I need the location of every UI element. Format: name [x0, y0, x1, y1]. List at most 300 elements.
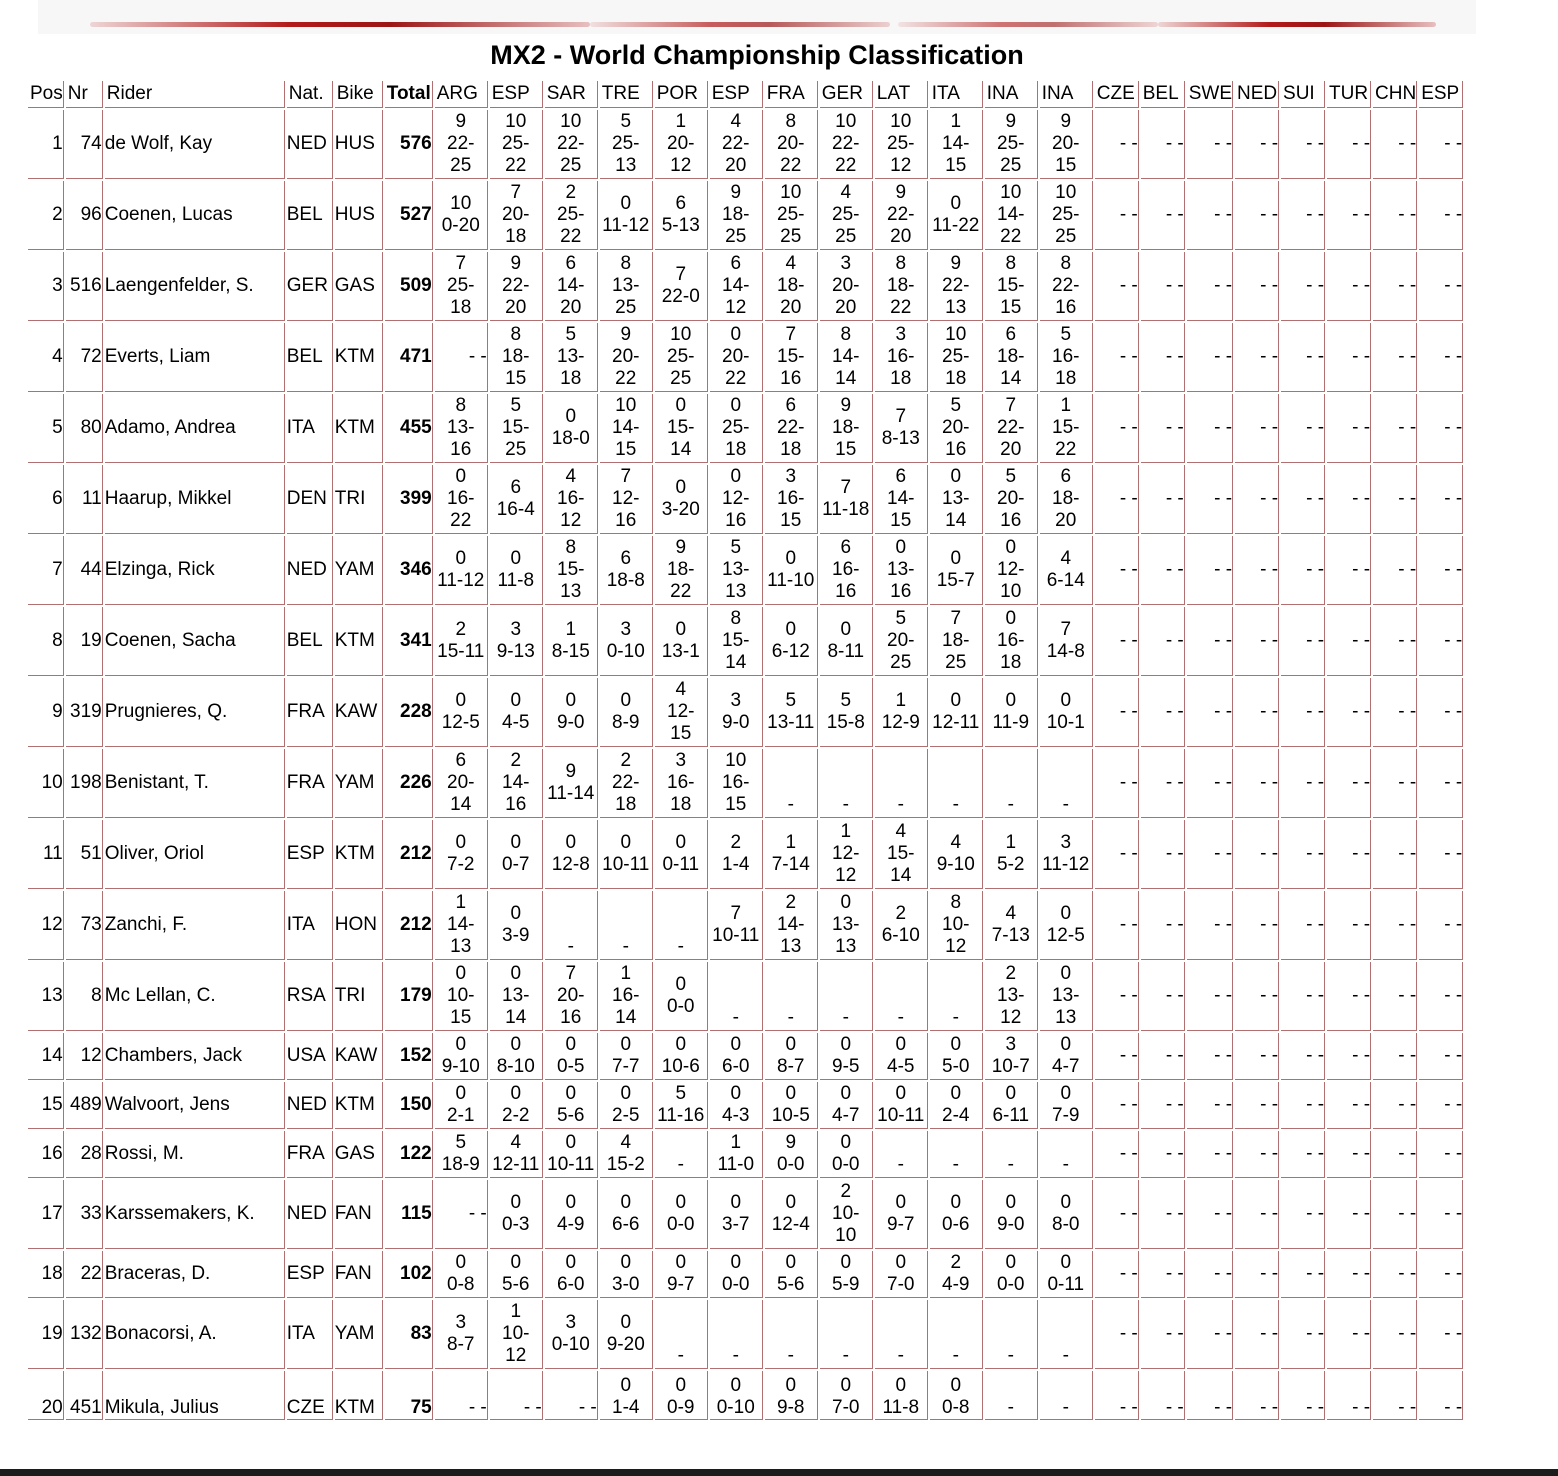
cell-round-result: - - — [1141, 607, 1185, 676]
cell-round-result: 0 11-8 — [490, 536, 543, 605]
cell-round-result: 10 25- 25 — [655, 323, 708, 392]
cell-round-result: - - — [1141, 394, 1185, 463]
cell-nr: 22 — [66, 1251, 103, 1298]
cell-round-result: - - — [435, 1371, 488, 1420]
cell-round-result: - - — [545, 1371, 598, 1420]
cell-round-result: - - — [1419, 607, 1463, 676]
header-round: SUI — [1281, 81, 1325, 108]
cell-round-result: 0 9-5 — [820, 1033, 873, 1080]
cell-round-result: 2 4-9 — [930, 1251, 983, 1298]
cell-round-result: 8 20- 22 — [765, 110, 818, 179]
cell-bike: FAN — [335, 1251, 383, 1298]
cell-pos: 13 — [28, 962, 64, 1031]
cell-round-result: 0 12- 16 — [710, 465, 763, 534]
header-nat: Nat. — [287, 81, 333, 108]
cell-round-result: - - — [1095, 749, 1139, 818]
cell-round-result: - - — [1281, 394, 1325, 463]
cell-round-result: 6 14- 15 — [875, 465, 928, 534]
cell-round-result: - - — [1095, 252, 1139, 321]
cell-round-result: 0 7-7 — [600, 1033, 653, 1080]
cell-nr: 74 — [66, 110, 103, 179]
cell-pos: 3 — [28, 252, 64, 321]
cell-round-result: 0 11-12 — [600, 181, 653, 250]
header-round: POR — [655, 81, 708, 108]
cell-round-result: 8 13- 25 — [600, 252, 653, 321]
cell-round-result: 0 3-7 — [710, 1180, 763, 1249]
cell-round-result: - - — [1373, 465, 1417, 534]
page-title: MX2 - World Championship Classification — [490, 40, 1024, 70]
cell-round-result: - - — [1419, 394, 1463, 463]
cell-rider: Mc Lellan, C. — [105, 962, 285, 1031]
cell-bike: KTM — [335, 394, 383, 463]
cell-round-result: - - — [1373, 749, 1417, 818]
cell-round-result: 5 20- 16 — [985, 465, 1038, 534]
cell-round-result: - - — [1141, 678, 1185, 747]
cell-bike: KAW — [335, 678, 383, 747]
cell-round-result: - — [820, 749, 873, 818]
cell-round-result: - — [765, 962, 818, 1031]
header-pos: Pos — [28, 81, 64, 108]
cell-round-result: 4 16- 12 — [545, 465, 598, 534]
cell-round-result: - - — [1281, 1371, 1325, 1420]
cell-round-result: 0 4-9 — [545, 1180, 598, 1249]
cell-round-result: - - — [1419, 1033, 1463, 1080]
cell-round-result: 0 3-9 — [490, 891, 543, 960]
cell-round-result: - - — [1373, 891, 1417, 960]
table-row — [28, 252, 1463, 321]
table-row — [28, 110, 1463, 179]
cell-round-result: 0 9-0 — [545, 678, 598, 747]
cell-round-result: 2 1-4 — [710, 820, 763, 889]
cell-round-result: - - — [1419, 1300, 1463, 1369]
cell-round-result: - - — [1327, 1251, 1371, 1298]
cell-round-result: - - — [1419, 1371, 1463, 1420]
cell-pos: 18 — [28, 1251, 64, 1298]
cell-round-result: - - — [1235, 252, 1279, 321]
cell-round-result: - - — [1095, 1131, 1139, 1178]
cell-round-result: 10 25- 25 — [1040, 181, 1093, 250]
cell-round-result: 9 22- 20 — [490, 252, 543, 321]
cell-pos: 17 — [28, 1180, 64, 1249]
cell-round-result: - - — [1373, 678, 1417, 747]
cell-round-result: - - — [1141, 1131, 1185, 1178]
cell-round-result: - - — [1327, 820, 1371, 889]
cell-round-result: 6 20- 14 — [435, 749, 488, 818]
cell-round-result: 0 13-1 — [655, 607, 708, 676]
cell-round-result: 1 12- 12 — [820, 820, 873, 889]
cell-round-result: - - — [435, 1180, 488, 1249]
cell-round-result: - - — [1327, 465, 1371, 534]
cell-pos: 1 — [28, 110, 64, 179]
cell-round-result: 0 9-10 — [435, 1033, 488, 1080]
cell-round-result: - - — [1095, 607, 1139, 676]
cell-round-result: - - — [1095, 536, 1139, 605]
cell-nat: ESP — [287, 1251, 333, 1298]
cell-round-result: - - — [1373, 1131, 1417, 1178]
table-row — [28, 1300, 1463, 1369]
cell-round-result: 7 20- 16 — [545, 962, 598, 1031]
cell-round-result: - - — [1235, 1082, 1279, 1129]
table-row — [28, 1251, 1463, 1298]
cell-round-result: - - — [1373, 962, 1417, 1031]
cell-round-result: - - — [1373, 607, 1417, 676]
header-rider: Rider — [105, 81, 285, 108]
cell-round-result: - - — [1187, 962, 1233, 1031]
cell-round-result: 2 6-10 — [875, 891, 928, 960]
cell-round-result: - - — [1281, 110, 1325, 179]
cell-round-result: - - — [1141, 1251, 1185, 1298]
cell-round-result: 7 11-18 — [820, 465, 873, 534]
cell-rider: Coenen, Lucas — [105, 181, 285, 250]
cell-pos: 9 — [28, 678, 64, 747]
cell-round-result: 3 0-10 — [545, 1300, 598, 1369]
cell-round-result: 5 11-16 — [655, 1082, 708, 1129]
cell-nat: ITA — [287, 1300, 333, 1369]
cell-round-result: 9 20- 15 — [1040, 110, 1093, 179]
cell-round-result: 2 10- 10 — [820, 1180, 873, 1249]
cell-round-result: - — [600, 891, 653, 960]
cell-round-result: 4 12- 15 — [655, 678, 708, 747]
cell-round-result: - - — [1141, 1033, 1185, 1080]
cell-round-result: 0 2-4 — [930, 1082, 983, 1129]
cell-round-result: - - — [1373, 1082, 1417, 1129]
cell-total: 226 — [385, 749, 433, 818]
cell-nr: 28 — [66, 1131, 103, 1178]
cell-nat: FRA — [287, 678, 333, 747]
cell-round-result: 3 10-7 — [985, 1033, 1038, 1080]
cell-round-result: 8 18- 15 — [490, 323, 543, 392]
cell-pos: 6 — [28, 465, 64, 534]
cell-round-result: - — [820, 962, 873, 1031]
cell-round-result: - - — [1327, 252, 1371, 321]
cell-round-result: 0 3-0 — [600, 1251, 653, 1298]
cell-round-result: 10 22- 25 — [545, 110, 598, 179]
cell-round-result: 0 16- 22 — [435, 465, 488, 534]
cell-round-result: - — [765, 1300, 818, 1369]
cell-round-result: - - — [1235, 1131, 1279, 1178]
cell-round-result: - - — [1281, 678, 1325, 747]
cell-round-result: 10 25- 22 — [490, 110, 543, 179]
cell-round-result: - — [930, 1300, 983, 1369]
cell-round-result: - - — [1419, 110, 1463, 179]
cell-round-result: 7 22-0 — [655, 252, 708, 321]
cell-round-result: 0 5-9 — [820, 1251, 873, 1298]
cell-round-result: - - — [1141, 1180, 1185, 1249]
cell-round-result: 0 0-7 — [490, 820, 543, 889]
cell-round-result: - - — [1095, 1300, 1139, 1369]
cell-bike: YAM — [335, 749, 383, 818]
cell-round-result: - — [765, 749, 818, 818]
cell-round-result: 6 5-13 — [655, 181, 708, 250]
cell-round-result: 7 12- 16 — [600, 465, 653, 534]
header-round: LAT — [875, 81, 928, 108]
cell-round-result: 0 0-11 — [1040, 1251, 1093, 1298]
cell-total: 212 — [385, 820, 433, 889]
cell-round-result: 0 2-2 — [490, 1082, 543, 1129]
cell-bike: HON — [335, 891, 383, 960]
cell-round-result: 0 12-8 — [545, 820, 598, 889]
cell-total: 115 — [385, 1180, 433, 1249]
cell-round-result: 5 18-9 — [435, 1131, 488, 1178]
cell-round-result: 0 2-5 — [600, 1082, 653, 1129]
cell-round-result: 0 25- 18 — [710, 394, 763, 463]
table-row — [28, 962, 1463, 1031]
cell-round-result: - - — [1373, 110, 1417, 179]
cell-round-result: 1 11-0 — [710, 1131, 763, 1178]
cell-round-result: - - — [1373, 252, 1417, 321]
cell-round-result: - - — [1187, 1371, 1233, 1420]
header-round: TUR — [1327, 81, 1371, 108]
cell-round-result: 4 15-2 — [600, 1131, 653, 1178]
cell-round-result: 0 9-0 — [985, 1180, 1038, 1249]
cell-rider: Adamo, Andrea — [105, 394, 285, 463]
cell-round-result: - - — [1095, 1371, 1139, 1420]
header-round: CZE — [1095, 81, 1139, 108]
cell-round-result: 2 14- 13 — [765, 891, 818, 960]
cell-round-result: 0 13- 14 — [930, 465, 983, 534]
cell-pos: 12 — [28, 891, 64, 960]
cell-round-result: - - — [1327, 607, 1371, 676]
cell-round-result: - - — [1095, 678, 1139, 747]
cell-pos: 15 — [28, 1082, 64, 1129]
cell-total: 228 — [385, 678, 433, 747]
cell-round-result: - - — [1327, 394, 1371, 463]
cell-bike: KTM — [335, 1082, 383, 1129]
table-row — [28, 1371, 1463, 1420]
cell-round-result: 0 0-6 — [930, 1180, 983, 1249]
cell-round-result: 8 15- 13 — [545, 536, 598, 605]
cell-bike: HUS — [335, 110, 383, 179]
cell-round-result: - — [985, 1300, 1038, 1369]
cell-round-result: - — [930, 1131, 983, 1178]
cell-round-result: 5 13- 13 — [710, 536, 763, 605]
cell-round-result: 1 10- 12 — [490, 1300, 543, 1369]
cell-round-result: - - — [1187, 678, 1233, 747]
cell-rider: Zanchi, F. — [105, 891, 285, 960]
cell-round-result: - — [655, 1131, 708, 1178]
cell-round-result: - - — [1327, 1033, 1371, 1080]
cell-round-result: 0 11-10 — [765, 536, 818, 605]
cell-nat: ITA — [287, 891, 333, 960]
cell-round-result: 0 10-11 — [600, 820, 653, 889]
cell-round-result: 0 15-7 — [930, 536, 983, 605]
cell-round-result: 0 5-6 — [545, 1082, 598, 1129]
cell-nr: 451 — [66, 1371, 103, 1420]
cell-round-result: - - — [1187, 536, 1233, 605]
cell-round-result: - - — [1281, 465, 1325, 534]
cell-nr: 198 — [66, 749, 103, 818]
cell-pos: 8 — [28, 607, 64, 676]
cell-round-result: - - — [1281, 1082, 1325, 1129]
cell-round-result: - - — [1187, 181, 1233, 250]
cell-bike: KTM — [335, 323, 383, 392]
cell-round-result: - - — [1327, 749, 1371, 818]
table-body — [28, 110, 1463, 1420]
cell-round-result: 0 0-8 — [435, 1251, 488, 1298]
cell-round-result: - - — [1095, 1251, 1139, 1298]
cell-nat: BEL — [287, 323, 333, 392]
banner-stripe — [1158, 22, 1436, 27]
cell-nat: FRA — [287, 1131, 333, 1178]
cell-round-result: - - — [1095, 394, 1139, 463]
cell-rider: Mikula, Julius — [105, 1371, 285, 1420]
cell-round-result: - - — [1187, 323, 1233, 392]
header-bike: Bike — [335, 81, 383, 108]
cell-round-result: - — [1040, 1371, 1093, 1420]
cell-round-result: 9 20- 22 — [600, 323, 653, 392]
cell-round-result: 0 8-7 — [765, 1033, 818, 1080]
cell-round-result: - - — [1187, 749, 1233, 818]
cell-round-result: - - — [1187, 465, 1233, 534]
cell-round-result: 9 18- 22 — [655, 536, 708, 605]
cell-total: 527 — [385, 181, 433, 250]
cell-round-result: - — [710, 1300, 763, 1369]
cell-round-result: 0 9-7 — [875, 1180, 928, 1249]
cell-nr: 73 — [66, 891, 103, 960]
cell-round-result: 0 0-9 — [655, 1371, 708, 1420]
cell-round-result: 6 18- 20 — [1040, 465, 1093, 534]
cell-round-result: 0 11-12 — [435, 536, 488, 605]
cell-round-result: - - — [1373, 181, 1417, 250]
cell-round-result: 0 6-0 — [710, 1033, 763, 1080]
cell-round-result: - - — [1419, 891, 1463, 960]
cell-round-result: 9 22- 20 — [875, 181, 928, 250]
cell-round-result: 10 14- 15 — [600, 394, 653, 463]
cell-total: 346 — [385, 536, 433, 605]
cell-round-result: 0 0-11 — [655, 820, 708, 889]
cell-round-result: 1 20- 12 — [655, 110, 708, 179]
cell-round-result: - - — [1281, 749, 1325, 818]
cell-round-result: 5 13- 18 — [545, 323, 598, 392]
cell-round-result: - - — [1235, 891, 1279, 960]
cell-pos: 5 — [28, 394, 64, 463]
cell-round-result: - — [1040, 1131, 1093, 1178]
cell-round-result: - - — [1281, 252, 1325, 321]
cell-round-result: 0 6-6 — [600, 1180, 653, 1249]
cell-round-result: 0 8-9 — [600, 678, 653, 747]
cell-round-result: 0 5-6 — [765, 1251, 818, 1298]
cell-nr: 51 — [66, 820, 103, 889]
cell-round-result: - - — [1327, 1300, 1371, 1369]
cell-round-result: - - — [1327, 323, 1371, 392]
cell-round-result: - - — [1141, 323, 1185, 392]
cell-round-result: 10 16- 15 — [710, 749, 763, 818]
cell-rider: Elzinga, Rick — [105, 536, 285, 605]
cell-round-result: - - — [1141, 891, 1185, 960]
cell-round-result: 0 10- 15 — [435, 962, 488, 1031]
cell-nr: 8 — [66, 962, 103, 1031]
table-row — [28, 181, 1463, 250]
cell-total: 341 — [385, 607, 433, 676]
cell-round-result: - - — [1141, 181, 1185, 250]
cell-round-result: - - — [1281, 1251, 1325, 1298]
cell-round-result: - - — [1419, 962, 1463, 1031]
header-round: INA — [1040, 81, 1093, 108]
cell-round-result: - - — [1095, 181, 1139, 250]
cell-round-result: 0 7-0 — [875, 1251, 928, 1298]
cell-round-result: - — [875, 1131, 928, 1178]
cell-bike: GAS — [335, 1131, 383, 1178]
cell-round-result: - - — [1281, 820, 1325, 889]
cell-round-result: - — [1040, 1300, 1093, 1369]
header-round: GER — [820, 81, 873, 108]
cell-round-result: 6 16- 16 — [820, 536, 873, 605]
cell-rider: Laengenfelder, S. — [105, 252, 285, 321]
cell-nr: 132 — [66, 1300, 103, 1369]
cell-round-result: 9 0-0 — [765, 1131, 818, 1178]
cell-round-result: - - — [1235, 323, 1279, 392]
cell-round-result: 0 4-7 — [1040, 1033, 1093, 1080]
cell-total: 179 — [385, 962, 433, 1031]
cell-round-result: - - — [1419, 252, 1463, 321]
cell-round-result: 0 7-0 — [820, 1371, 873, 1420]
cell-total: 455 — [385, 394, 433, 463]
cell-nat: NED — [287, 1082, 333, 1129]
cell-round-result: 3 9-13 — [490, 607, 543, 676]
cell-round-result: - — [875, 749, 928, 818]
cell-round-result: - - — [1281, 1131, 1325, 1178]
cell-round-result: 0 7-2 — [435, 820, 488, 889]
cell-round-result: 0 13- 16 — [875, 536, 928, 605]
cell-round-result: 4 25- 25 — [820, 181, 873, 250]
cell-round-result: - - — [1419, 1180, 1463, 1249]
cell-round-result: 3 16- 18 — [875, 323, 928, 392]
cell-nr: 33 — [66, 1180, 103, 1249]
cell-round-result: - - — [1095, 110, 1139, 179]
cell-round-result: - - — [1187, 1033, 1233, 1080]
cell-round-result: 7 8-13 — [875, 394, 928, 463]
cell-round-result: - - — [1235, 820, 1279, 889]
cell-round-result: - - — [1235, 536, 1279, 605]
cell-rider: Braceras, D. — [105, 1251, 285, 1298]
cell-round-result: 2 14- 16 — [490, 749, 543, 818]
cell-round-result: - - — [1281, 607, 1325, 676]
cell-round-result: - - — [1095, 820, 1139, 889]
cell-round-result: - - — [1235, 394, 1279, 463]
cell-round-result: - - — [1187, 110, 1233, 179]
cell-round-result: - - — [1281, 323, 1325, 392]
cell-round-result: 0 10-11 — [545, 1131, 598, 1178]
cell-nr: 11 — [66, 465, 103, 534]
cell-total: 150 — [385, 1082, 433, 1129]
cell-round-result: 6 18-8 — [600, 536, 653, 605]
cell-total: 576 — [385, 110, 433, 179]
cell-nr: 19 — [66, 607, 103, 676]
cell-round-result: 0 10-6 — [655, 1033, 708, 1080]
cell-round-result: - - — [1095, 891, 1139, 960]
cell-round-result: 4 22- 20 — [710, 110, 763, 179]
table-row — [28, 1082, 1463, 1129]
cell-round-result: - - — [1419, 678, 1463, 747]
header-round: ARG — [435, 81, 488, 108]
header-round: NED — [1235, 81, 1279, 108]
cell-round-result: 0 13- 13 — [1040, 962, 1093, 1031]
cell-round-result: 1 14- 13 — [435, 891, 488, 960]
cell-total: 75 — [385, 1371, 433, 1420]
cell-round-result: - - — [1419, 536, 1463, 605]
cell-round-result: 0 11-22 — [930, 181, 983, 250]
table-header-row — [28, 81, 1463, 108]
cell-round-result: - - — [1235, 1371, 1279, 1420]
cell-nat: ESP — [287, 820, 333, 889]
cell-total: 509 — [385, 252, 433, 321]
cell-round-result: 0 18-0 — [545, 394, 598, 463]
cell-round-result: - - — [1187, 1300, 1233, 1369]
cell-bike: TRI — [335, 962, 383, 1031]
cell-round-result: 9 22- 13 — [930, 252, 983, 321]
cell-round-result: 8 15- 15 — [985, 252, 1038, 321]
cell-round-result: 3 16- 15 — [765, 465, 818, 534]
